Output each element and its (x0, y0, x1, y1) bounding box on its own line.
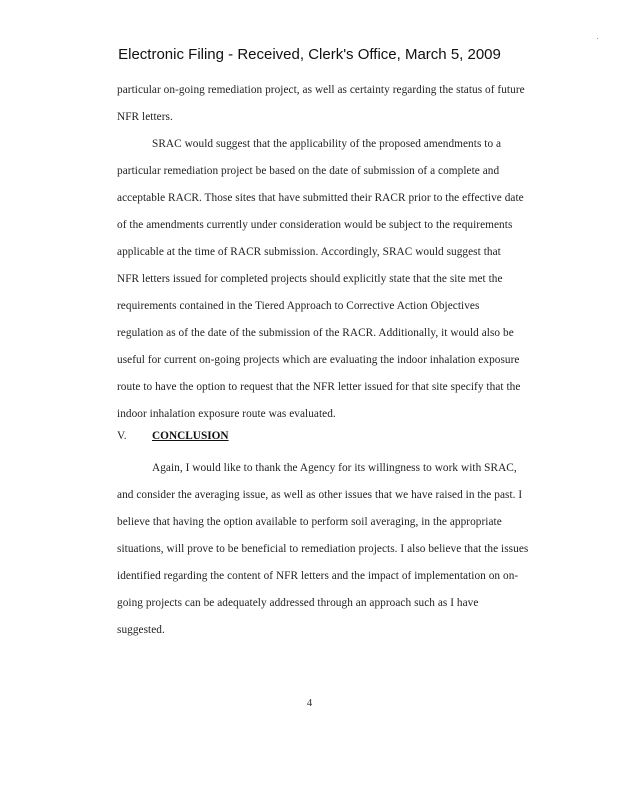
paragraph-line: believe that having the option available to perform soil averaging, in the appropriate (117, 516, 502, 528)
paragraph-line: acceptable RACR. Those sites that have submitted their RACR prior to the effective date (117, 192, 524, 204)
page-number: 4 (306, 697, 313, 709)
paragraph-line: requirements contained in the Tiered Approach to Corrective Action Objectives (117, 300, 480, 312)
paragraph-line: NFR letters. (117, 111, 173, 123)
paragraph-line: particular remediation project be based on the date of submission of a complete and (117, 165, 500, 177)
section-number: V. (117, 430, 127, 442)
paragraph-line: SRAC would suggest that the applicability of the proposed amendments to a (152, 138, 502, 150)
scan-speck (597, 38, 598, 39)
paragraph-line: regulation as of the date of the submission of the RACR. Additionally, it would also be (117, 327, 514, 339)
paragraph-line: NFR letters issued for completed projects should explicitly state that the site met the (117, 273, 503, 285)
paragraph-line: particular on-going remediation project, as well as certainty regarding the status of future (117, 84, 525, 96)
paragraph-line: useful for current on-going projects which are evaluating the indoor inhalation exposure (117, 354, 520, 366)
paragraph-line: identified regarding the content of NFR letters and the impact of implementation on on- (117, 570, 519, 582)
paragraph-line: indoor inhalation exposure route was evaluated. (117, 408, 336, 420)
paragraph-line: going projects can be adequately addressed through an approach such as I have (117, 597, 479, 609)
section-heading: CONCLUSION (152, 430, 229, 442)
filing-header: Electronic Filing - Received, Clerk's Office, March 5, 2009 (118, 46, 501, 63)
paragraph-line: suggested. (117, 624, 165, 636)
paragraph-line: applicable at the time of RACR submission. Accordingly, SRAC would suggest that (117, 246, 501, 258)
paragraph-line: and consider the averaging issue, as well as other issues that we have raised in the past. I (117, 489, 523, 501)
paragraph-line: situations, will prove to be beneficial to remediation projects. I also believe that the issues (117, 543, 529, 555)
paragraph-line: Again, I would like to thank the Agency for its willingness to work with SRAC, (152, 462, 517, 474)
paragraph-line: of the amendments currently under consideration would be subject to the requirements (117, 219, 513, 231)
paragraph-line: route to have the option to request that the NFR letter issued for that site specify that the (117, 381, 521, 393)
